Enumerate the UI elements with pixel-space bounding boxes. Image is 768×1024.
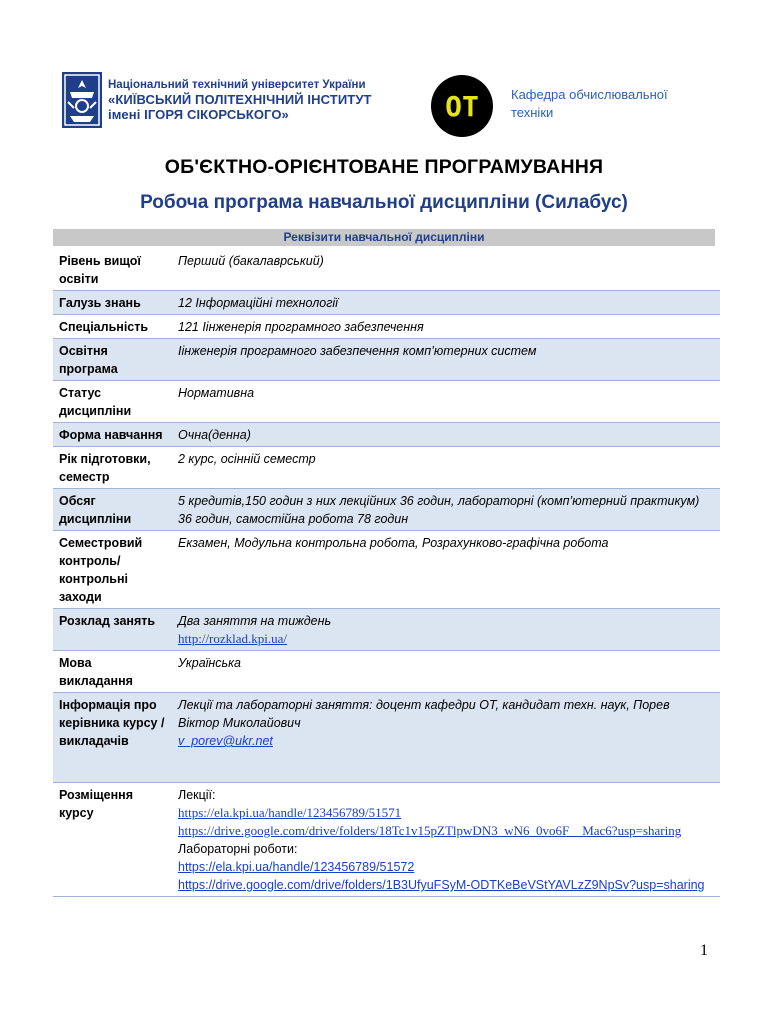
row-value: Іінженерія програмного забезпечення комп’ютерних систем (172, 339, 720, 381)
university-line1: Національний технічний університет України (108, 79, 366, 91)
university-line3: імені ІГОРЯ СІКОРСЬКОГО» (108, 107, 289, 122)
row-value (172, 783, 720, 897)
table-row (53, 489, 720, 531)
row-label: Галузь знань (53, 291, 172, 315)
row-value: Перший (бакалаврський) (172, 249, 720, 291)
lectures-link-drive[interactable]: https://drive.google.com/drive/folders/18Tc1v15pZTlpwDN3_wN6_0vo6F__Mac6?usp=sharing (178, 823, 682, 838)
row-label: Семестровий контроль/ контрольні заходи (53, 531, 172, 609)
table-row (53, 381, 720, 423)
table-row (53, 291, 720, 315)
row-value: 121 Іінженерія програмного забезпечення (172, 315, 720, 339)
table-row (53, 531, 720, 609)
ot-logo-text: ОТ (445, 90, 479, 123)
row-value (172, 609, 720, 651)
labs-link-ela[interactable]: https://ela.kpi.ua/handle/123456789/51572 (178, 860, 415, 874)
table-row (53, 693, 720, 783)
table-row (53, 783, 720, 897)
row-label: Мова викладання (53, 651, 172, 693)
requisites-heading: Реквізити навчальної дисципліни (53, 229, 715, 246)
ot-department-logo (430, 74, 494, 138)
row-value: 5 кредитів,150 годин з них лекційних 36 годин, лабораторні (комп’ютерний практикум) 36 годин, самостійна робота 78 годин (172, 489, 720, 531)
row-value: 2 курс, осінній семестр (172, 447, 720, 489)
row-label: Статус дисципліни (53, 381, 172, 423)
table-row (53, 315, 720, 339)
course-title: ОБ'ЄКТНО-ОРІЄНТОВАНЕ ПРОГРАМУВАННЯ (164, 156, 604, 178)
teacher-info: Лекції та лабораторні заняття: доцент кафедри ОТ, кандидат техн. наук, Порев Віктор Миколайович (178, 698, 670, 730)
row-label: Розміщення курсу (53, 783, 172, 897)
lectures-link-ela[interactable]: https://ela.kpi.ua/handle/123456789/51571 (178, 805, 402, 820)
row-label: Рік підготовки, семестр (53, 447, 172, 489)
department-name: Кафедра обчислювальної техніки (511, 87, 668, 120)
table-row (53, 423, 720, 447)
row-label: Розклад занять (53, 609, 172, 651)
labs-label: Лабораторні роботи: (178, 842, 298, 856)
teacher-email-link[interactable]: v_porev@ukr.net (178, 734, 273, 748)
table-row (53, 651, 720, 693)
row-label: Рівень вищої освіти (53, 249, 172, 291)
kpi-crest-logo (62, 72, 102, 128)
table-row (53, 609, 720, 651)
row-value (172, 693, 720, 783)
row-label: Освітня програма (53, 339, 172, 381)
university-line2: «КИЇВСЬКИЙ ПОЛІТЕХНІЧНИЙ ІНСТИТУТ (108, 92, 372, 107)
row-value: Нормативна (172, 381, 720, 423)
syllabus-subtitle: Робоча програма навчальної дисципліни (Силабус) (140, 192, 628, 213)
row-label: Форма навчання (53, 423, 172, 447)
row-label: Спеціальність (53, 315, 172, 339)
table-row (53, 339, 720, 381)
row-value: Очна(денна) (172, 423, 720, 447)
table-row (53, 447, 720, 489)
schedule-text: Два заняття на тиждень (178, 614, 332, 628)
labs-link-drive[interactable]: https://drive.google.com/drive/folders/1B3UfyuFSyM-ODTKeBeVStYAVLzZ9NpSv?usp=sharing (178, 878, 705, 892)
page-number: 1 (700, 942, 708, 959)
page-header (62, 72, 722, 142)
lectures-label: Лекції: (178, 788, 216, 802)
table-row (53, 249, 720, 291)
university-name (108, 78, 372, 122)
row-value: Екзамен, Модульна контрольна робота, Розрахунково-графічна робота (172, 531, 720, 609)
row-label: Інформація про керівника курсу / викладачів (53, 693, 172, 783)
row-label: Обсяг дисципліни (53, 489, 172, 531)
schedule-link[interactable]: http://rozklad.kpi.ua/ (178, 631, 288, 646)
row-value: 12 Інформаційні технології (172, 291, 720, 315)
row-value: Українська (172, 651, 720, 693)
syllabus-table (53, 249, 720, 897)
